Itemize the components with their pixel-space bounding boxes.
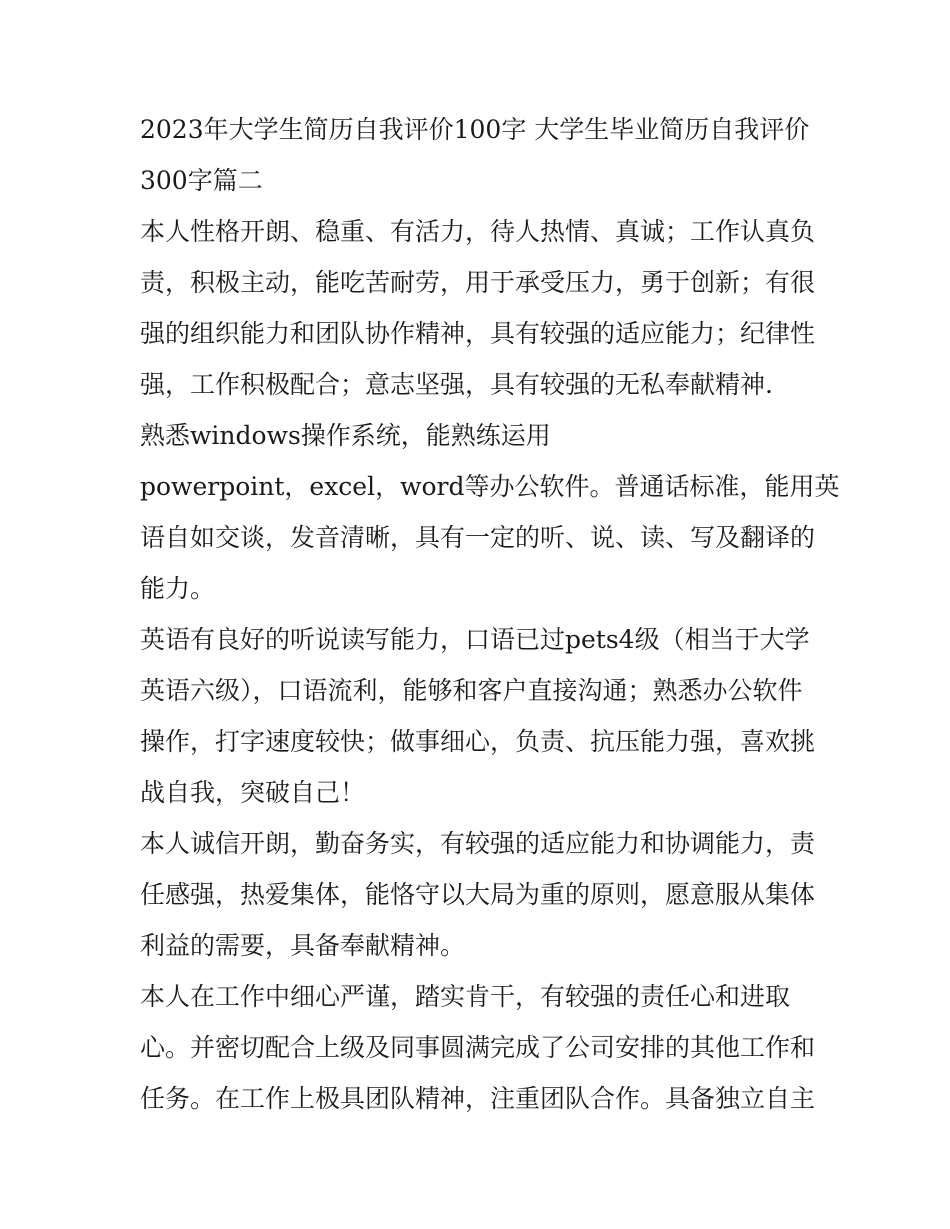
body-line-6: powerpoint，excel，word等办公软件。普通话标准，能用英 — [140, 472, 840, 501]
body-line-15: 利益的需要，具备奉献精神。 — [140, 931, 466, 960]
document-title-line-1: 2023年大学生简历自我评价100字 大学生毕业简历自我评价 — [140, 115, 810, 144]
body-line-17: 心。并密切配合上级及同事圆满完成了公司安排的其他工作和 — [140, 1033, 816, 1062]
body-line-2: 责，积极主动，能吃苦耐劳，用于承受压力，勇于创新；有很 — [140, 268, 816, 297]
body-line-7: 语自如交谈，发音清晰，具有一定的听、说、读、写及翻译的 — [140, 523, 816, 552]
body-line-1: 本人性格开朗、稳重、有活力，待人热情、真诚；工作认真负 — [140, 217, 816, 246]
body-line-16: 本人在工作中细心严谨，踏实肯干，有较强的责任心和进取 — [140, 982, 791, 1011]
body-line-12: 战自我，突破自己！ — [140, 778, 366, 807]
body-line-5: 熟悉windows操作系统，能熟练运用 — [140, 421, 551, 450]
body-line-3: 强的组织能力和团队协作精神，具有较强的适应能力；纪律性 — [140, 319, 816, 348]
document-text — [140, 104, 840, 1124]
body-line-13: 本人诚信开朗，勤奋务实，有较强的适应能力和协调能力，责 — [140, 829, 816, 858]
body-line-8: 能力。 — [140, 574, 216, 603]
body-line-14: 任感强，热爱集体，能恪守以大局为重的原则，愿意服从集体 — [140, 880, 816, 909]
body-line-10: 英语六级），口语流利，能够和客户直接沟通；熟悉办公软件 — [140, 676, 803, 705]
document-title-line-2: 300字篇二 — [140, 166, 263, 195]
body-line-4: 强，工作积极配合；意志坚强，具有较强的无私奉献精神. — [140, 370, 773, 399]
body-line-11: 操作，打字速度较快；做事细心，负责、抗压能力强，喜欢挑 — [140, 727, 816, 756]
body-line-18: 任务。在工作上极具团队精神，注重团队合作。具备独立自主 — [140, 1084, 816, 1113]
body-line-9: 英语有良好的听说读写能力，口语已过pets4级（相当于大学 — [140, 625, 810, 654]
